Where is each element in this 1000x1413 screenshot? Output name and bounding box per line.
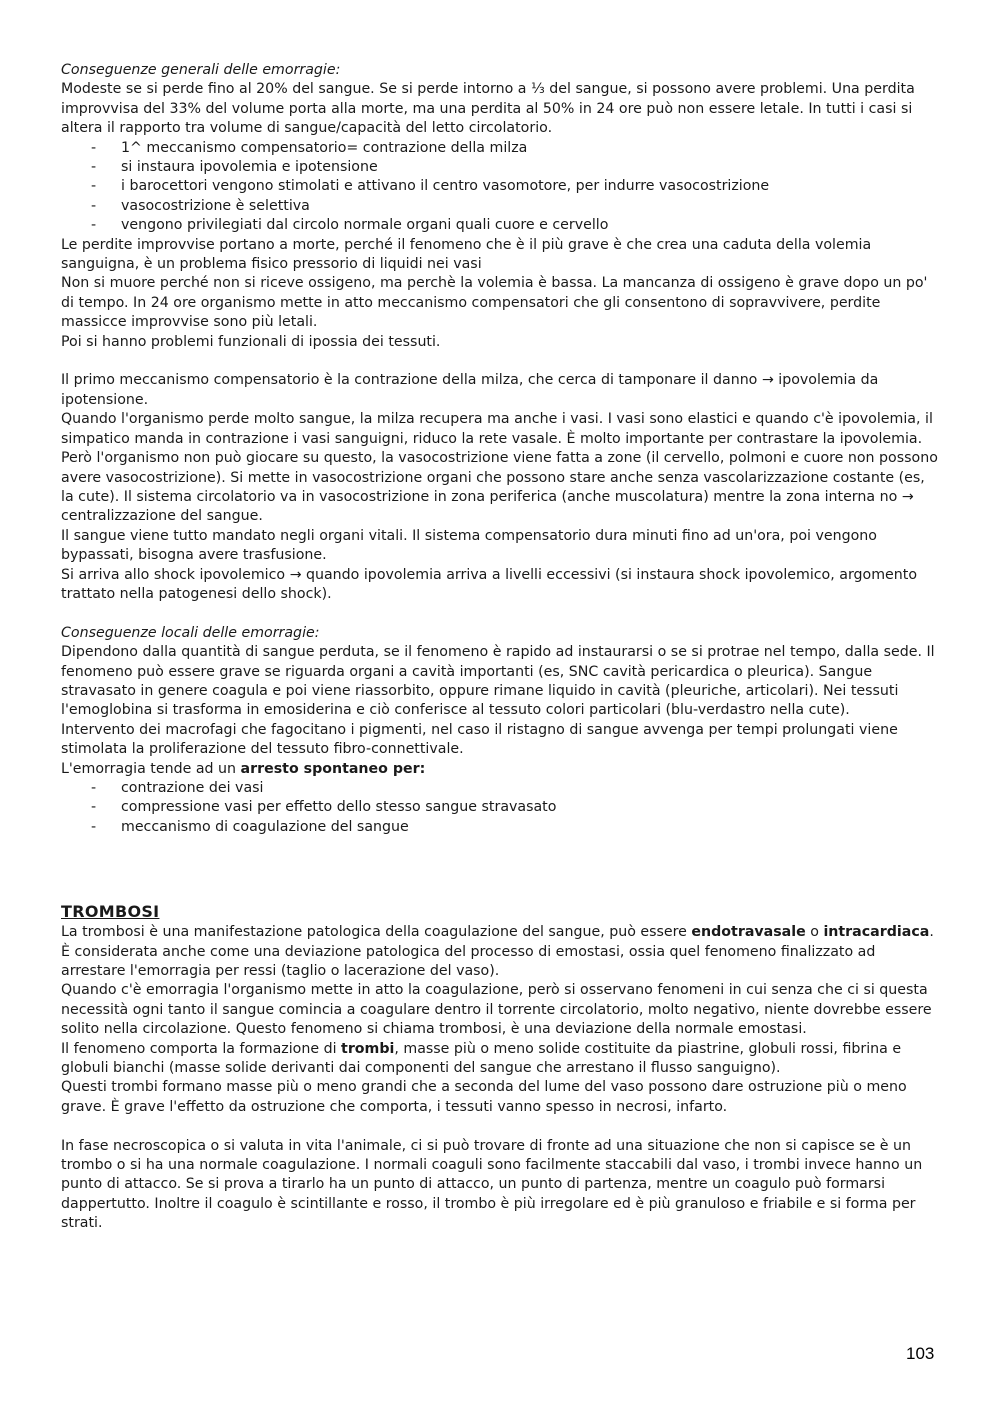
paragraph: In fase necroscopica o si valuta in vita l'animale, ci si può trovare di fronte ad una situazione che non si capisce se è un trombo o si ha una normale coagulazione. I normali coaguli sono facilmente staccabili dal vaso, i trombi invece hanno un punto di attacco. Se si prova a tirarlo ha un punto di attacco, un punto di partenza, mentre un coagulo può formarsi dappertutto. Inoltre il coagulo è scintillante e rosso, il trombo è più irregolare ed è più granuloso e friabile e si forma per strati. bbox=[61, 1137, 923, 1232]
paragraph: Dipendono dalla quantità di sangue perduta, se il fenomeno è rapido ad instaurarsi o se si protrae nel tempo, dalla sede. Il fenomeno può essere grave se riguarda organi a cavità importanti (es, SNC cavità pericardica o pleurica). Sangue stravasato in genere coagula e poi viene riassorbito, oppure rimane liquido in cavità (pleuriche, articolari). Nei tessuti l'emoglobina si trasforma in emosiderina e ciò conferisce al tessuto colori particolari (blu-verdastro nella cute). bbox=[61, 644, 935, 719]
paragraph: Il primo meccanismo compensatorio è la contrazione della milza, che cerca di tamponare il danno → ipovolemia da ipotensione. bbox=[61, 372, 879, 408]
paragraph: Quando l'organismo perde molto sangue, la milza recupera ma anche i vasi. I vasi sono elastici e quando c'è ipovolemia, il simpatico manda in contrazione i vasi sanguigni, riduco la rete vasale. È molto importante per contrastare la ipovolemia. bbox=[61, 411, 933, 447]
paragraph: Poi si hanno problemi funzionali di ipossia dei tessuti. bbox=[61, 333, 441, 350]
paragraph bbox=[61, 760, 941, 779]
paragraph bbox=[61, 1040, 941, 1079]
paragraph: Si arriva allo shock ipovolemico → quando ipovolemia arriva a livelli eccessivi (si instaura shock ipovolemico, argomento trattato nella patogenesi dello shock). bbox=[61, 566, 918, 602]
bold-text: trombi bbox=[341, 1040, 395, 1057]
local-bullet-list bbox=[61, 779, 941, 837]
text-run: L'emorragia tende ad un bbox=[61, 760, 241, 777]
general-bullet-list bbox=[61, 139, 941, 236]
paragraph: Quando c'è emorragia l'organismo mette in atto la coagulazione, però si osservano fenomeni in cui senza che ci si questa necessità ogni tanto il sangue comincia a coagulare dentro il torrente circolatorio, molto negativo, niente dovrebbe essere solito nella circolazione. Questo fenomeno si chiama trombosi, è una deviazione della normale emostasi. bbox=[61, 982, 932, 1038]
paragraph: Il sangue viene tutto mandato negli organi vitali. Il sistema compensatorio dura minuti fino ad un'ora, poi vengono bypassati, bisogna avere trasfusione. bbox=[61, 527, 877, 564]
bold-text: intracardiaca bbox=[823, 924, 930, 941]
list-item: - vengono privilegiati dal circolo normale organi quali cuore e cervello bbox=[61, 216, 941, 235]
paragraph: Non si muore perché non si riceve ossigeno, ma perchè la volemia è bassa. La mancanza di ossigeno è grave dopo un po' di tempo. In 24 ore organismo mette in atto meccanismo compensatori che gli consentono di sopravvivere, perdite massicce improvvise sono più letali. bbox=[61, 275, 928, 331]
text-run: Il fenomeno comporta la formazione di bbox=[61, 1040, 342, 1057]
bold-text: endotravasale bbox=[691, 924, 806, 941]
list-item: - compressione vasi per effetto dello stesso sangue stravasato bbox=[61, 798, 941, 817]
text-run: . È considerata anche come una deviazione patologica del processo di emostasi, ossia quel fenomeno finalizzato ad arrestare l'emorragia per ressi (taglio o lacerazione del vaso). bbox=[61, 924, 934, 980]
paragraph: Intervento dei macrofagi che fagocitano i pigmenti, nel caso il ristagno di sangue avvenga per tempi prolungati viene stimolata la proliferazione del tessuto fibro-connettivale. bbox=[61, 721, 898, 758]
paragraph: Questi trombi formano masse più o meno grandi che a seconda del lume del vaso possono dare ostruzione più o meno grave. È grave l'effetto da ostruzione che comporta, i tessuti vanno spesso in necrosi, infarto. bbox=[61, 1079, 907, 1115]
local-consequences-heading: Conseguenze locali delle emorragie: bbox=[61, 624, 320, 641]
document-page bbox=[61, 61, 941, 1234]
list-item: - i barocettori vengono stimolati e attivano il centro vasomotore, per indurre vasocostrizione bbox=[61, 177, 941, 196]
general-intro-paragraph: Modeste se si perde fino al 20% del sangue. Se si perde intorno a ⅓ del sangue, si possono avere problemi. Una perdita improvvisa del 33% del volume porta alla morte, ma una perdita al 50% in 24 ore può non essere letale. In tutti i casi si altera il rapporto tra volume di sangue/capacità del letto circolatorio. bbox=[61, 81, 915, 137]
list-item: - si instaura ipovolemia e ipotensione bbox=[61, 158, 941, 177]
general-consequences-heading: Conseguenze generali delle emorragie: bbox=[61, 62, 341, 78]
bold-text: arresto spontaneo per: bbox=[240, 760, 426, 777]
text-run: , masse più o meno solide costituite da piastrine, globuli rossi, fibrina e globuli bianchi (masse solide derivanti dai componenti del sangue che arrestano il flusso sanguigno). bbox=[61, 1040, 902, 1077]
list-item: - vasocostrizione è selettiva bbox=[61, 197, 941, 216]
paragraph: Le perdite improvvise portano a morte, perché il fenomeno che è il più grave è che crea una caduta della volemia sanguigna, è un problema fisico pressorio di liquidi nei vasi bbox=[61, 236, 872, 273]
paragraph: Però l'organismo non può giocare su questo, la vasocostrizione viene fatta a zone (il cervello, polmoni e cuore non possono avere vasocostrizione). Si mette in vasocostrizione organi che possono stare anche senza vascolarizzazione costante (es, la cute). Il sistema circolatorio va in vasocostrizione in zona periferica (anche muscolatura) mentre la zona interna no → centralizzazione del sangue. bbox=[61, 450, 938, 525]
page-number: 103 bbox=[906, 1344, 935, 1363]
section-title-trombosi: TROMBOSI bbox=[61, 902, 160, 922]
paragraph bbox=[61, 923, 941, 981]
list-item: - 1^ meccanismo compensatorio= contrazione della milza bbox=[61, 139, 941, 158]
text-run: o bbox=[805, 924, 824, 941]
list-item: - contrazione dei vasi bbox=[61, 779, 941, 798]
text-run: La trombosi è una manifestazione patologica della coagulazione del sangue, può essere bbox=[61, 924, 692, 941]
list-item: - meccanismo di coagulazione del sangue bbox=[61, 818, 941, 837]
